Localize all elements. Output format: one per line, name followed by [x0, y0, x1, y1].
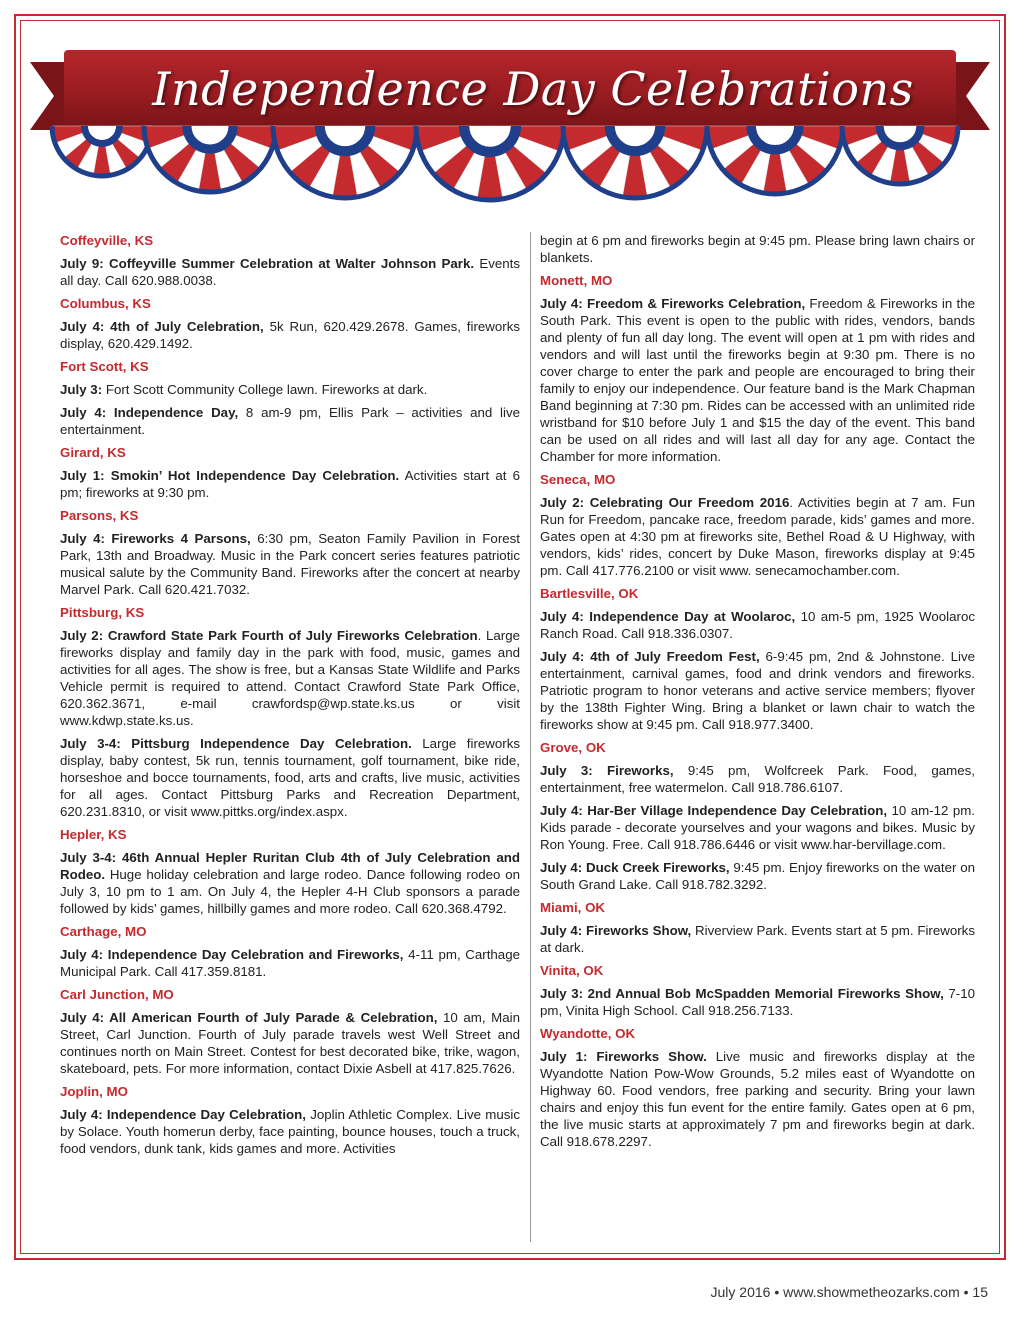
event-title: July 3: Fireworks, [540, 763, 674, 778]
event-title: July 3: [60, 382, 103, 397]
event-details: Activities start at 6 pm; fireworks at 9:30 pm. [60, 468, 520, 500]
town-heading: Vinita, OK [540, 963, 604, 978]
event-entry [60, 530, 520, 598]
event-details: Live music and fireworks display at the Wyandotte Nation Pow-Wow Grounds, 5.2 miles east of Wyandotte on Highway 60. Food vendors, free parking and security. Bring your lawn chairs and enjoy this fun event for the entire family. Gates open at 6 pm, the live music starts at approximately 7 pm and fireworks begin at dark. Call 918.678.2297. [540, 1049, 975, 1149]
event-entry [540, 985, 975, 1019]
event-title: July 4: Independence Day Celebration, [60, 1107, 306, 1122]
town-heading: Fort Scott, KS [60, 359, 149, 374]
bunting-fan [416, 126, 564, 200]
page-title: Independence Day Celebrations [152, 62, 914, 116]
event-entry [540, 802, 975, 853]
event-title: July 4: Har-Ber Village Independence Day Celebration, [540, 803, 888, 818]
event-title: July 3-4: 46th Annual Hepler Ruritan Club 4th of July Celebration and Rodeo. [60, 850, 520, 882]
town-heading: Miami, OK [540, 900, 606, 915]
event-title: July 4: 4th of July Freedom Fest, [540, 649, 760, 664]
event-details: Joplin Athletic Complex. Live music by Solace. Youth homerun derby, face painting, bounce houses, touch a truck, food vendors, dunk tank, kids games and more. Activities [60, 1107, 520, 1156]
event-title: July 3: 2nd Annual Bob McSpadden Memorial Fireworks Show, [540, 986, 944, 1001]
event-entry [540, 295, 975, 465]
event-details: . Large fireworks display and family day in the park with food, music, games and activities for all ages. The show is free, but a Kansas State Wildlife and Parks Vehicle permit is required to attend. Contact Crawford State Park Office, 620.362.3671, e-mail crawfordsp@wp.state.ks.us or visit www.kdwp.state.ks.us. [60, 628, 520, 728]
town-heading: Hepler, KS [60, 827, 127, 842]
event-title: July 4: Duck Creek Fireworks, [540, 860, 730, 875]
event-entry [60, 735, 520, 820]
town-heading: Joplin, MO [60, 1084, 128, 1099]
event-details: Events all day. Call 620.988.0038. [60, 256, 520, 288]
event-details: 10 am, Main Street, Carl Junction. Fourth of July parade travels west Well Street and continues north on Main Street. Contest for best decorated bike, trike, wagon, skateboard, pets. For more information, contact Dixie Asbell at 417.825.7626. [60, 1010, 520, 1076]
header-banner [20, 22, 1000, 234]
event-title: July 4: All American Fourth of July Parade & Celebration, [60, 1010, 438, 1025]
event-details: 6:30 pm, Seaton Family Pavilion in Forest Park, 13th and Broadway. Music in the Park concert series features patriotic musical salute by the Community Band. Fireworks after the concert at nearby Marvel Park. Call 620.421.7032. [60, 531, 520, 597]
event-entry [60, 627, 520, 729]
bunting-illustration [20, 22, 1000, 234]
town-heading: Pittsburg, KS [60, 605, 145, 620]
event-entry [60, 467, 520, 501]
event-entry [60, 404, 520, 438]
event-title: July 4: Independence Day Celebration and Fireworks, [60, 947, 404, 962]
event-title: July 4: Freedom & Fireworks Celebration, [540, 296, 806, 311]
continued-text: begin at 6 pm and fireworks begin at 9:45 pm. Please bring lawn chairs or blankets. [540, 233, 975, 265]
event-details: 9:45 pm. Enjoy fireworks on the water on South Grand Lake. Call 918.782.3292. [540, 860, 976, 892]
event-title: July 4: Fireworks 4 Parsons, [60, 531, 251, 546]
event-title: July 4: Fireworks Show, [540, 923, 692, 938]
event-entry [540, 922, 975, 956]
town-heading: Girard, KS [60, 445, 126, 460]
right-column [540, 232, 975, 1156]
event-entry [540, 608, 975, 642]
bunting-fan [144, 126, 276, 192]
event-entry [540, 494, 975, 579]
event-details: 5k Run, 620.429.2678. Games, fireworks display, 620.429.1492. [60, 319, 520, 351]
event-title: July 1: Fireworks Show. [540, 1049, 707, 1064]
event-entry [60, 849, 520, 917]
bunting-fan [563, 126, 707, 198]
left-column [60, 232, 520, 1163]
event-title: July 2: Celebrating Our Freedom 2016 [540, 495, 790, 510]
event-title: July 3-4: Pittsburg Independence Day Celebration. [60, 736, 412, 751]
town-heading: Carthage, MO [60, 924, 147, 939]
event-title: July 4: Independence Day at Woolaroc, [540, 609, 796, 624]
event-details: 9:45 pm, Wolfcreek Park. Food, games, entertainment, free watermelon. Call 918.786.6107. [540, 763, 975, 795]
bunting-fans [52, 126, 958, 200]
event-details: Freedom & Fireworks in the South Park. This event is open to the public with rides, vendors, bands and plenty of fun all day long. The event will open at 1 pm with rides and vendors and will last until the fireworks begin at 9:30 pm. There is no cover charge to enter the park and people are encouraged to bring their family to enjoy our independence. Our feature band is the Mark Chapman Band beginning at 7:30 pm. Rides can be accessed with an unlimited ride wristband for $10 before July 1 and $15 the day of the event. This band can be used on all rides and will last all day for any age. Contact the Chamber for more information. [540, 296, 975, 464]
event-details: Riverview Park. Events start at 5 pm. Fireworks at dark. [540, 923, 975, 955]
bunting-fan [707, 126, 843, 194]
event-entry [60, 1009, 520, 1077]
town-heading: Parsons, KS [60, 508, 139, 523]
town-heading: Bartlesville, OK [540, 586, 639, 601]
event-title: July 2: Crawford State Park Fourth of July Fireworks Celebration [60, 628, 478, 643]
event-details: 4-11 pm, Carthage Municipal Park. Call 417.359.8181. [60, 947, 520, 979]
event-details: 7-10 pm, Vinita High School. Call 918.256.7133. [540, 986, 975, 1018]
event-details: 8 am-9 pm, Ellis Park – activities and live entertainment. [60, 405, 520, 437]
event-entry [60, 1106, 520, 1157]
bunting-fan [52, 126, 152, 176]
event-entry [60, 381, 520, 398]
town-heading: Monett, MO [540, 273, 613, 288]
page-footer: July 2016 • www.showmetheozarks.com • 15 [710, 1284, 988, 1300]
event-entry [540, 762, 975, 796]
town-heading: Coffeyville, KS [60, 233, 154, 248]
event-entry [540, 859, 975, 893]
town-heading: Seneca, MO [540, 472, 616, 487]
town-heading: Carl Junction, MO [60, 987, 174, 1002]
event-details: 10 am-12 pm. Kids parade - decorate yourselves and your wagons and bikes. Music by Ron Young. Free. Call 918.786.6446 or visit www.har-bervillage.com. [540, 803, 975, 852]
event-details: 6-9:45 pm, 2nd & Johnstone. Live entertainment, carnival games, food and drink vendors and fireworks. Patriotic program to honor veterans and active service members; flyover by the 138th Fighter Wing. Bring a blanket or lawn chair to watch the fireworks show at 9:45 pm. Call 918.977.3400. [540, 649, 975, 732]
event-details: Huge holiday celebration and large rodeo. Dance following rodeo on July 3, 10 pm to 1 am. On July 4, the Hepler 4-H Club sponsors a parade followed by kids’ games, hillbilly games and more rodeo. Call 620.368.4792. [60, 867, 520, 916]
column-divider [530, 232, 531, 1242]
event-title: July 1: Smokin’ Hot Independence Day Celebration. [60, 468, 400, 483]
event-details: 10 am-5 pm, 1925 Woolaroc Ranch Road. Call 918.336.0307. [540, 609, 975, 641]
event-details: Fort Scott Community College lawn. Fireworks at dark. [102, 382, 428, 397]
event-title: July 4: Independence Day, [60, 405, 239, 420]
event-entry [540, 1048, 975, 1150]
event-entry [60, 255, 520, 289]
event-entry [540, 648, 975, 733]
event-title: July 9: Coffeyville Summer Celebration at Walter Johnson Park. [60, 256, 475, 271]
event-entry [60, 946, 520, 980]
town-heading: Grove, OK [540, 740, 606, 755]
bunting-fan [273, 126, 417, 198]
event-title: July 4: 4th of July Celebration, [60, 319, 264, 334]
town-heading: Columbus, KS [60, 296, 151, 311]
bunting-fan [842, 126, 958, 184]
town-heading: Wyandotte, OK [540, 1026, 636, 1041]
event-entry [60, 318, 520, 352]
event-details: Large fireworks display, baby contest, 5k run, tennis tournament, golf tournament, bike ride, horseshoe and bocce tournaments, food, arts and crafts, live music, activities for all ages. Contact Pittsburg Parks and Recreation Department, 620.231.8310, or visit www.pittks.org/index.aspx. [60, 736, 520, 819]
event-details: . Activities begin at 7 am. Fun Run for Freedom, pancake race, freedom parade, kids’ games and more. Gates open at 4:30 pm at fireworks site, Bethel Road & U Highway, with vendors, kids’ rides, concert by Duke Mason, fireworks display at 9:45 pm. Call 417.776.2100 or visit www. senecamochamber.com. [540, 495, 975, 578]
